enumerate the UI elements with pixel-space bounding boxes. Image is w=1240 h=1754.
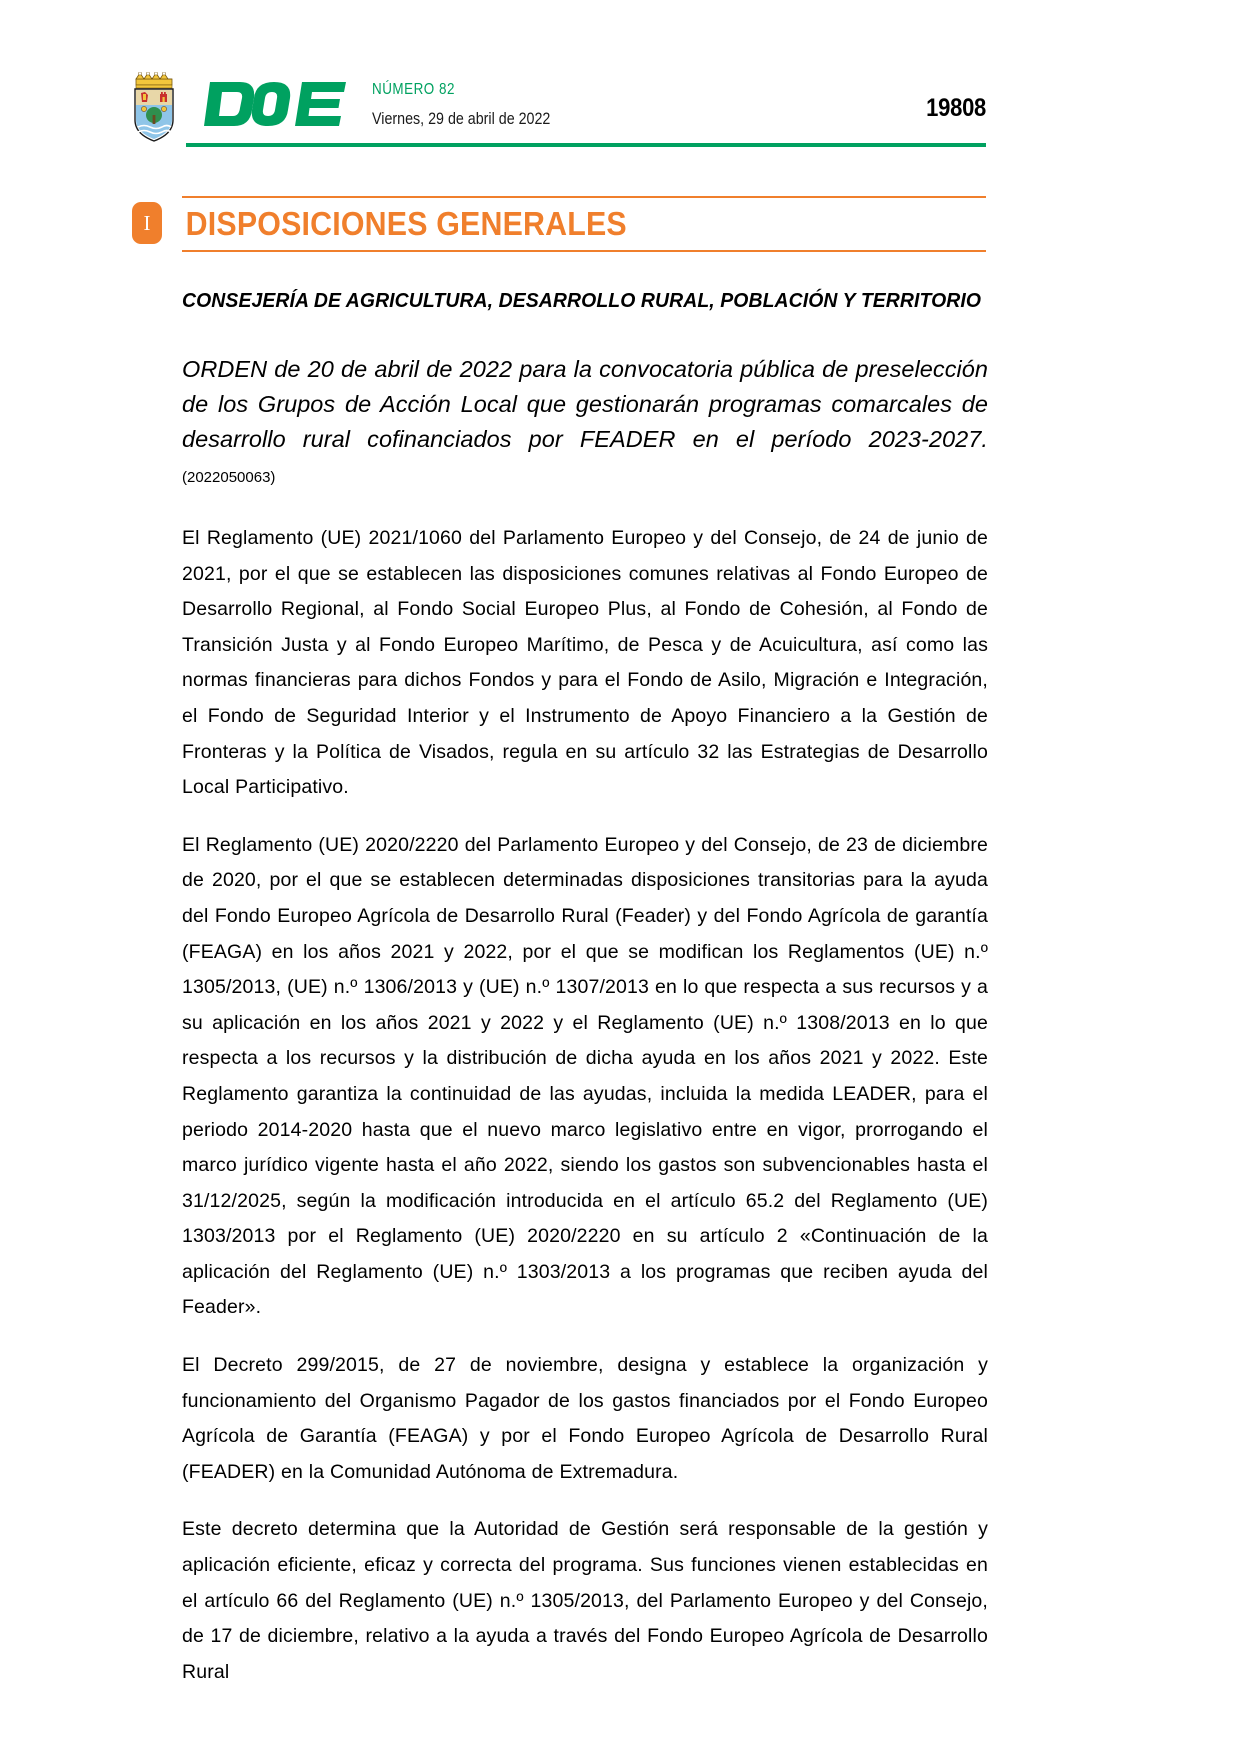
document-content	[182, 288, 988, 1690]
issue-info	[372, 80, 792, 131]
section-rule-bottom	[182, 250, 986, 252]
orden-reference: (2022050063)	[182, 469, 276, 486]
section-badge: I	[132, 202, 162, 244]
body-paragraph: El Decreto 299/2015, de 27 de noviembre, designa y establece la organización y funcionamiento del Organismo Pagador de los gastos financiados por el Fondo Europeo Agrícola de Garantía (FEAGA) y por el Fondo Europeo Agrícola de Desarrollo Rural (FEADER) en la Comunidad Autónoma de Extremadura.	[182, 1354, 988, 1483]
page-number: 19808	[926, 94, 986, 122]
masthead	[132, 72, 986, 150]
section-title-group	[182, 196, 986, 254]
body-paragraph: Este decreto determina que la Autoridad de Gestión será responsable de la gestión y aplicación eficiente, eficaz y correcta del programa. Sus funciones vienen establecidas en el artículo 66 del Reglamento (UE) n.º 1305/2013, del Parlamento Europeo y del Consejo, de 17 de diciembre, relativo a la ayuda a través del Fondo Europeo Agrícola de Desarrollo Rural	[182, 1518, 988, 1683]
header-divider	[186, 143, 986, 147]
issue-number: NÚMERO 82	[372, 81, 455, 98]
department-heading: CONSEJERÍA DE AGRICULTURA, DESARROLLO RURAL, POBLACIÓN Y TERRITORIO	[182, 290, 982, 312]
extremadura-coat-of-arms-icon	[132, 72, 176, 142]
body-paragraph: El Reglamento (UE) 2020/2220 del Parlamento Europeo y del Consejo, de 23 de diciembre de 2020, por el que se establecen determinadas disposiciones transitorias para la ayuda del Fondo Europeo Agrícola de Desarrollo Rural (Feader) y del Fondo Agrícola de garantía (FEAGA) en los años 2021 y 2022, por el que se modifican los Reglamentos (UE) n.º 1305/2013, (UE) n.º 1306/2013 y (UE) n.º 1307/2013 en lo que respecta a sus recursos y a su aplicación en los años 2021 y 2022 y el Reglamento (UE) n.º 1308/2013 en lo que respecta a los recursos y la distribución de dicha ayuda en los años 2021 y 2022. Este Reglamento garantiza la continuidad de las ayudas, incluida la medida LEADER, para el periodo 2014-2020 hasta que el nuevo marco legislativo entre en vigor, prorrogando el marco jurídico vigente hasta el año 2022, siendo los gastos son subvencionables hasta el 31/12/2025, según la modificación introducida en el artículo 65.2 del Reglamento (UE) 1303/2013 por el Reglamento (UE) 2020/2220 en su artículo 2 «Continuación de la aplicación del Reglamento (UE) n.º 1303/2013 a los programas que reciben ayuda del Feader».	[182, 833, 988, 1319]
orden-title	[182, 352, 988, 495]
orden-title-text: ORDEN de 20 de abril de 2022 para la convocatoria pública de preselección de los Grupos de Acción Local que gestionarán programas comarcales de desarrollo rural cofinanciados por FEADER en el período 2023-2027.	[182, 356, 988, 452]
doe-logo	[192, 78, 352, 130]
body-paragraph: El Reglamento (UE) 2021/1060 del Parlamento Europeo y del Consejo, de 24 de junio de 2021, por el que se establecen las disposiciones comunes relativas al Fondo Europeo de Desarrollo Regional, al Fondo Social Europeo Plus, al Fondo de Cohesión, al Fondo de Transición Justa y al Fondo Europeo Marítimo, de Pesca y de Acuicultura, así como las normas financieras para dichos Fondos y para el Fondo de Asilo, Migración e Integración, el Fondo de Seguridad Interior y el Instrumento de Apoyo Financiero a la Gestión de Fronteras y la Política de Visados, regula en su artículo 32 las Estrategias de Desarrollo Local Participativo.	[182, 527, 988, 799]
section-header	[132, 196, 986, 256]
issue-date: Viernes, 29 de abril de 2022	[372, 109, 551, 128]
section-title: DISPOSICIONES GENERALES	[185, 205, 627, 242]
